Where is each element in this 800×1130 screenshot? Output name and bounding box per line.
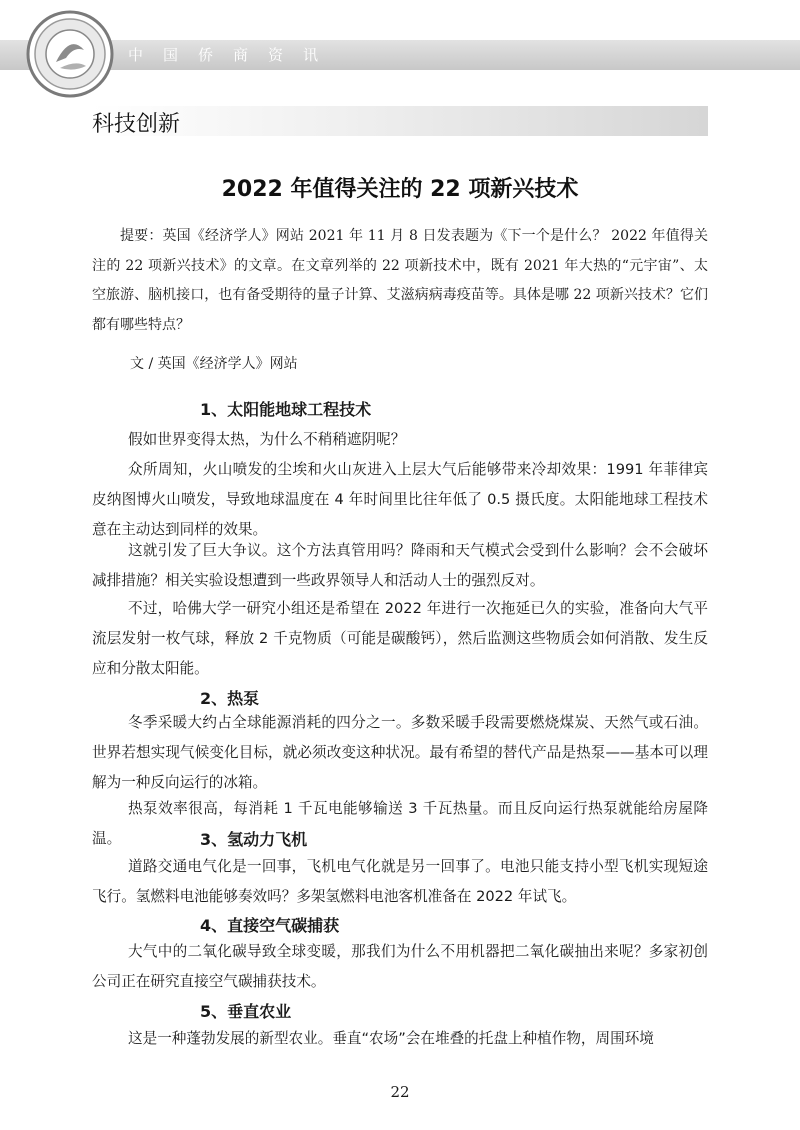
logo-emblem-icon (26, 10, 114, 98)
article-abstract: 提要：英国《经济学人》网站 2021 年 11 月 8 日发表题为《下一个是什么？ 2022 年值得关注的 22 项新兴技术》的文章。在文章列举的 22 项新技术中，既有 2021 年大热的“元宇宙”、太空旅游、脑机接口，也有备受期待的量子计算、艾滋病病毒疫苗等。具体是哪 22 项新兴技术？它们都有哪些特点？ (92, 228, 708, 333)
section-heading-1: 1、太阳能地球工程技术 (200, 400, 372, 419)
section-heading-5: 5、垂直农业 (200, 1002, 292, 1021)
article-title: 2022 年值得关注的 22 项新兴技术 (221, 177, 579, 202)
section-heading-2: 2、热泵 (200, 689, 260, 708)
publication-title: 中国侨商资讯 (128, 46, 339, 64)
header-band (0, 40, 800, 70)
paragraph: 众所周知，火山喷发的尘埃和火山灰进入上层大气后能够带来冷却效果：1991 年菲律宾皮纳图博火山喷发，导致地球温度在 4 年时间里比往年低了 0.5 摄氏度。太阳能地球工程技术意在主动达到同样的效果。 (92, 461, 708, 538)
section-title: 科技创新 (92, 112, 181, 137)
paragraph: 大气中的二氧化碳导致全球变暖，那我们为什么不用机器把二氧化碳抽出来呢？多家初创公司正在研究直接空气碳捕获技术。 (92, 943, 708, 990)
paragraph: 热泵效率很高，每消耗 1 千瓦电能够输送 3 千瓦热量。而且反向运行热泵就能给房屋降温。 (92, 800, 708, 847)
paragraph: 冬季采暖大约占全球能源消耗的四分之一。多数采暖手段需要燃烧煤炭、天然气或石油。世界若想实现气候变化目标，就必须改变这种状况。最有希望的替代产品是热泵——基本可以理解为一种反向运行的冰箱。 (92, 714, 708, 791)
section-heading-3: 3、氢动力飞机 (200, 830, 308, 849)
paragraph: 假如世界变得太热，为什么不稍稍遮阴呢？ (128, 431, 406, 448)
section-heading-4: 4、直接空气碳捕获 (200, 916, 340, 935)
paragraph: 这是一种蓬勃发展的新型农业。垂直“农场”会在堆叠的托盘上种植作物，周围环境 (128, 1030, 654, 1047)
section-bar (92, 106, 708, 136)
paragraph: 不过，哈佛大学一研究小组还是希望在 2022 年进行一次拖延已久的实验，准备向大气平流层发射一枚气球，释放 2 千克物质（可能是碳酸钙），然后监测这些物质会如何消散、发生反应和分散太阳能。 (92, 600, 708, 677)
article-source: 文 / 英国《经济学人》网站 (130, 356, 298, 372)
paragraph: 这就引发了巨大争议。这个方法真管用吗？降雨和天气模式会受到什么影响？会不会破坏减排措施？相关实验设想遭到一些政界领导人和活动人士的强烈反对。 (92, 542, 708, 589)
page-number: 22 (390, 1083, 410, 1101)
paragraph: 道路交通电气化是一回事，飞机电气化就是另一回事了。电池只能支持小型飞机实现短途飞行。氢燃料电池能够奏效吗？多架氢燃料电池客机准备在 2022 年试飞。 (92, 858, 708, 905)
